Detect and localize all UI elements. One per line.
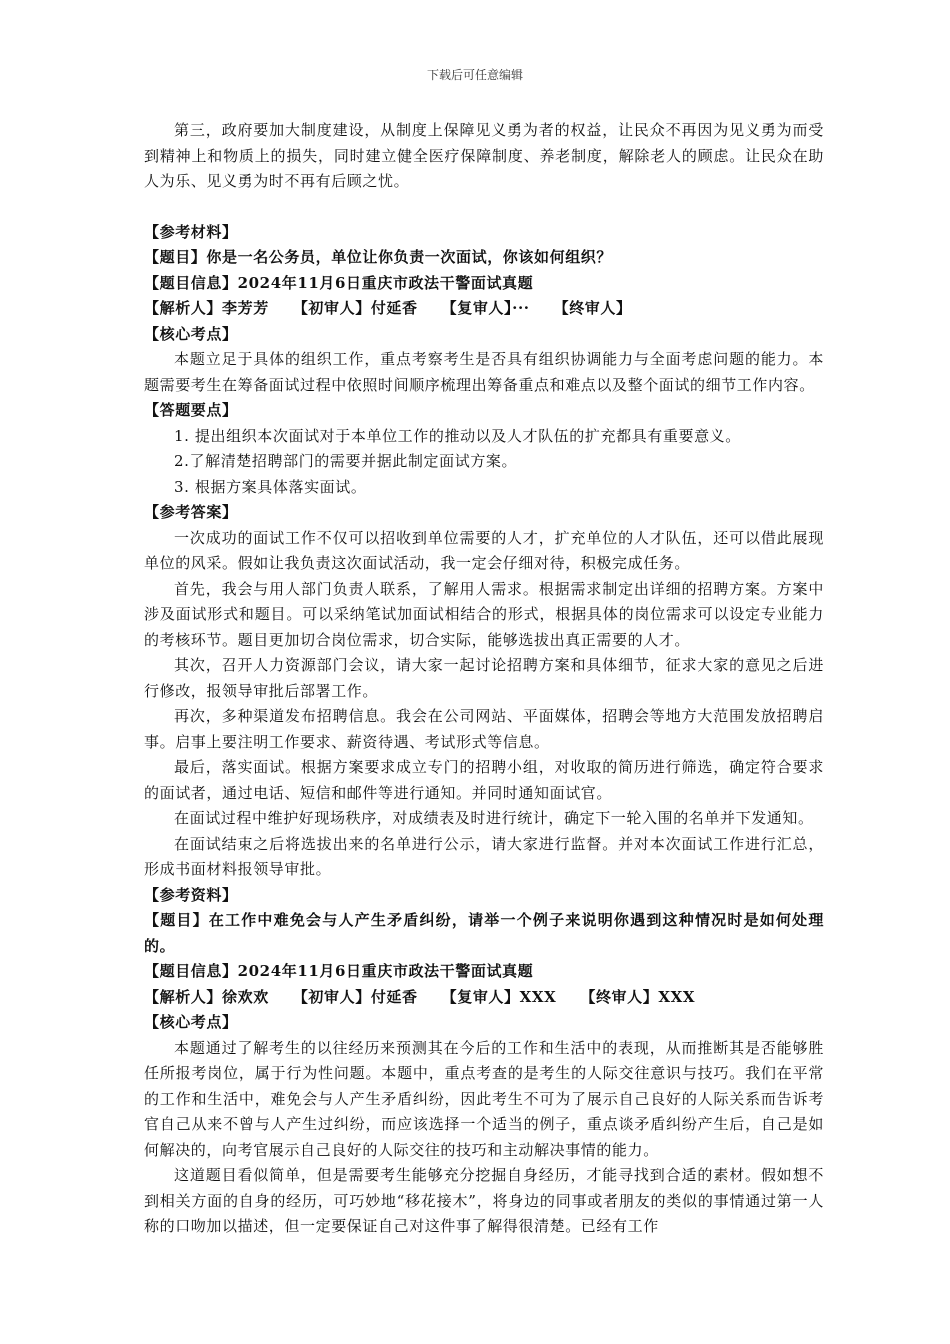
section2-reviewer3: 【终审人】XXX	[580, 987, 696, 1006]
section1-reviewer1: 【初审人】付延香	[292, 299, 418, 317]
section2-reviewer1: 【初审人】付延香	[292, 987, 418, 1006]
spacer	[144, 195, 824, 220]
page-header: 下载后可任意编辑	[426, 68, 523, 82]
section2-reviewers	[144, 985, 824, 1011]
section1-point: 2.了解清楚招聘部门的需要并据此制定面试方案。	[174, 452, 518, 470]
section2-core-paragraph: 这道题目看似简单，但是需要考生能够充分挖掘自身经历，才能寻找到合适的素材。假如想不到相关方面的自身的经历，可巧妙地“移花接木”，将身边的同事或者朋友的类似的事情通过第一人称的口吻加以描述，但一定要保证自己对这件事了解得很清楚。已经有工作	[144, 1166, 824, 1235]
document-body	[144, 118, 824, 1240]
section1-answer-title: 【参考答案】	[144, 503, 238, 521]
section1-answer-paragraph: 首先，我会与用人部门负责人联系，了解用人需求。根据需求制定出详细的招聘方案。方案中涉及面试形式和题目。可以采纳笔试加面试相结合的形式，根据具体的岗位需求可以设定专业能力的考核环节。题目更加切合岗位需求，切合实际，能够选拔出真正需要的人才。	[144, 579, 824, 649]
section1-point: 1. 提出组织本次面试对于本单位工作的推动以及人才队伍的扩充都具有重要意义。	[174, 426, 741, 445]
section1-answer-paragraph: 一次成功的面试工作不仅可以招收到单位需要的人才，扩充单位的人才队伍，还可以借此展现单位的风采。假如让我负责这次面试活动，我一定会仔细对待，积极完成任务。	[144, 528, 824, 572]
section2-core-paragraph: 本题通过了解考生的以往经历来预测其在今后的工作和生活中的表现，从而推断其是否能够胜任所报考岗位，属于行为性问题。本题中，重点考查的是考生的人际交往意识与技巧。我们在平常的工作和生活中，难免会与人产生矛盾纠纷，因此考生不可为了展示自己良好的人际关系而告诉考官自己从来不曾与人产生过纠纷，而应该选择一个适当的例子，重点谈矛盾纠纷产生后，自己是如何解决的，向考官展示自己良好的人际交往的技巧和主动解决事情的能力。	[144, 1038, 824, 1159]
section1-reviewer3: 【终审人】	[553, 299, 632, 317]
section1-analyst: 【解析人】李芳芳	[144, 299, 269, 317]
section1-ref-title: 【参考材料】	[144, 222, 238, 241]
section2-analyst: 【解析人】徐欢欢	[144, 987, 269, 1006]
section2-question: 【题目】在工作中难免会与人产生矛盾纠纷，请举一个例子来说明你遇到这种情况时是如何处理的。	[144, 911, 824, 955]
section1-reviewer2: 【复审人】···	[441, 299, 530, 317]
section1-answer-paragraph: 在面试过程中维护好现场秩序，对成绩表及时进行统计，确定下一轮入围的名单并下发通知。	[174, 809, 814, 827]
section1-info: 【题目信息】2024年11月6日重庆市政法干警面试真题	[144, 273, 534, 292]
section1-answer-paragraph: 其次，召开人力资源部门会议，请大家一起讨论招聘方案和具体细节，征求大家的意见之后进行修改，报领导审批后部署工作。	[144, 656, 824, 700]
section1-point: 3. 根据方案具体落实面试。	[174, 477, 367, 496]
section1-question: 【题目】你是一名公务员，单位让你负责一次面试，你该如何组织？	[144, 248, 613, 266]
paragraph-intro: 第三，政府要加大制度建设，从制度上保障见义勇为者的权益，让民众不再因为见义勇为而受到精神上和物质上的损失，同时建立健全医疗保障制度、养老制度，解除老人的顾虑。让民众在助人为乐、见义勇为时不再有后顾之忧。	[144, 121, 824, 190]
section1-core-title: 【核心考点】	[144, 324, 238, 343]
section1-points-title: 【答题要点】	[144, 401, 238, 419]
section1-answer-paragraph: 最后，落实面试。根据方案要求成立专门的招聘小组，对收取的简历进行筛选，确定符合要求的面试者，通过电话、短信和邮件等进行通知。并同时通知面试官。	[144, 758, 824, 802]
section1-reviewers	[144, 296, 824, 322]
section1-core-text: 本题立足于具体的组织工作，重点考察考生是否具有组织协调能力与全面考虑问题的能力。本题需要考生在筹备面试过程中依照时间顺序梳理出筹备重点和难点以及整个面试的细节工作内容。	[144, 350, 824, 394]
section2-reviewer2: 【复审人】XXX	[441, 987, 557, 1006]
section1-answer-paragraph: 再次，多种渠道发布招聘信息。我会在公司网站、平面媒体，招聘会等地方大范围发放招聘启事。启事上要注明工作要求、薪资待遇、考试形式等信息。	[144, 707, 824, 751]
section2-info: 【题目信息】2024年11月6日重庆市政法干警面试真题	[144, 962, 534, 980]
section2-core-title: 【核心考点】	[144, 1013, 238, 1031]
section2-ref-title: 【参考资料】	[144, 885, 238, 904]
section1-answer-paragraph: 在面试结束之后将选拔出来的名单进行公示，请大家进行监督。并对本次面试工作进行汇总，形成书面材料报领导审批。	[144, 834, 824, 878]
